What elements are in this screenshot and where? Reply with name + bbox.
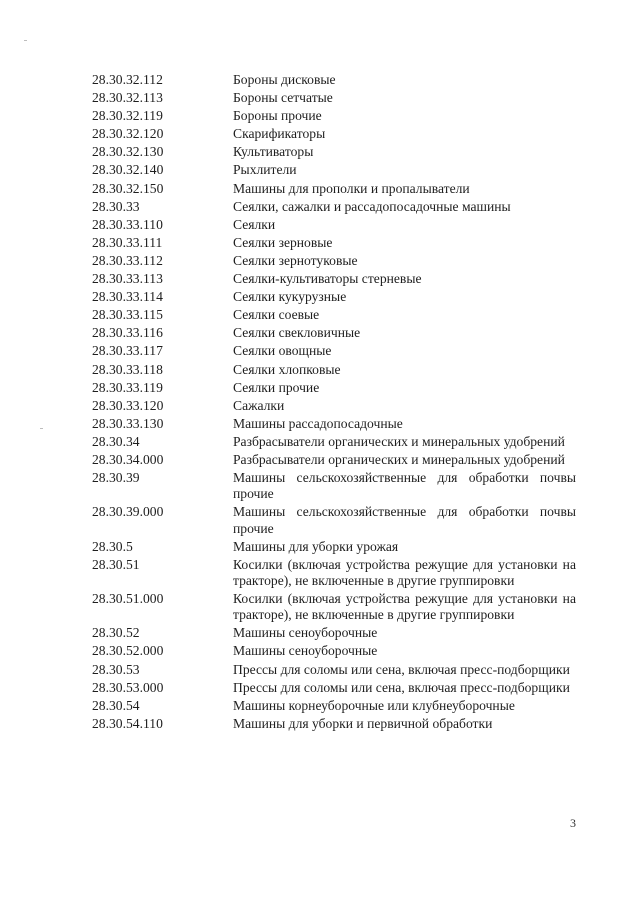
row-name: Прессы для соломы или сена, включая пресс-подборщики <box>233 679 570 695</box>
row-code: 28.30.51.000 <box>92 591 164 607</box>
row-code: 28.30.53.000 <box>92 679 164 695</box>
row-code: 28.30.39 <box>92 470 140 486</box>
row-code: 28.30.34.000 <box>92 451 164 467</box>
row-name: Машины для уборки и первичной обработки <box>233 715 493 731</box>
row-code: 28.30.32.119 <box>92 108 163 124</box>
row-name: Рыхлители <box>233 162 297 178</box>
row-name: Сеялки-культиваторы стерневые <box>233 271 422 287</box>
row-code: 28.30.33.111 <box>92 234 163 250</box>
row-code: 28.30.54 <box>92 697 140 713</box>
row-name: Культиваторы <box>233 144 314 160</box>
row-code: 28.30.54.110 <box>92 715 163 731</box>
row-name: Сажалки <box>233 397 285 413</box>
row-code: 28.30.34 <box>92 433 140 449</box>
row-name: Бороны прочие <box>233 108 322 124</box>
page-number: 3 <box>570 816 576 830</box>
row-name: Сеялки соевые <box>233 307 320 323</box>
row-name: Сеялки хлопковые <box>233 361 341 377</box>
row-name: Прессы для соломы или сена, включая пресс-подборщики <box>233 661 570 677</box>
row-name: Сеялки, сажалки и рассадопосадочные машины <box>233 198 511 214</box>
row-code: 28.30.32.130 <box>92 144 164 160</box>
row-code: 28.30.33.120 <box>92 397 164 413</box>
row-name: Сеялки овощные <box>233 343 332 359</box>
row-name: Машины сеноуборочные <box>233 625 378 641</box>
row-name: Машины сельскохозяйственные для обработки почвы прочие <box>233 470 576 502</box>
row-name: Бороны сетчатые <box>233 90 333 106</box>
row-code: 28.30.52 <box>92 625 140 641</box>
row-name: Машины для прополки и пропалыватели <box>233 180 470 196</box>
row-code: 28.30.33.116 <box>92 325 163 341</box>
scan-speck <box>24 40 27 41</box>
row-name: Машины рассадопосадочные <box>233 415 403 431</box>
row-code: 28.30.39.000 <box>92 504 164 520</box>
row-code: 28.30.33.119 <box>92 379 163 395</box>
row-name: Сеялки свекловичные <box>233 325 361 341</box>
row-code: 28.30.32.140 <box>92 162 164 178</box>
row-name: Бороны дисковые <box>233 72 336 87</box>
row-name: Машины сеноуборочные <box>233 643 378 659</box>
scan-speck <box>40 428 43 429</box>
row-code: 28.30.5 <box>92 538 133 554</box>
row-name: Косилки (включая устройства режущие для установки на тракторе), не включенные в другие группировки <box>233 591 576 623</box>
row-code: 28.30.33.118 <box>92 361 163 377</box>
row-code: 28.30.33.115 <box>92 307 163 323</box>
row-code: 28.30.32.112 <box>92 72 163 87</box>
row-code: 28.30.32.150 <box>92 180 164 196</box>
row-name: Разбрасыватели органических и минеральных удобрений <box>233 451 565 467</box>
row-name: Сеялки зернотуковые <box>233 252 358 268</box>
row-name: Скарификаторы <box>233 126 326 142</box>
row-name: Сеялки зерновые <box>233 234 333 250</box>
row-code: 28.30.33 <box>92 198 140 214</box>
row-name: Косилки (включая устройства режущие для установки на тракторе), не включенные в другие группировки <box>233 556 576 588</box>
row-name: Машины сельскохозяйственные для обработки почвы прочие <box>233 504 576 536</box>
row-code: 28.30.52.000 <box>92 643 164 659</box>
row-code: 28.30.32.113 <box>92 90 163 106</box>
row-code: 28.30.33.130 <box>92 415 164 431</box>
row-name: Разбрасыватели органических и минеральных удобрений <box>233 433 565 449</box>
row-name: Сеялки кукурузные <box>233 289 347 305</box>
row-code: 28.30.51 <box>92 556 140 572</box>
row-code: 28.30.32.120 <box>92 126 164 142</box>
row-name: Сеялки <box>233 216 276 232</box>
classifier-table <box>92 72 576 732</box>
row-code: 28.30.33.114 <box>92 289 163 305</box>
row-code: 28.30.33.113 <box>92 271 163 287</box>
row-name: Машины корнеуборочные или клубнеуборочные <box>233 697 515 713</box>
row-name: Машины для уборки урожая <box>233 538 399 554</box>
row-code: 28.30.53 <box>92 661 140 677</box>
row-name: Сеялки прочие <box>233 379 320 395</box>
row-code: 28.30.33.112 <box>92 252 163 268</box>
row-code: 28.30.33.117 <box>92 343 163 359</box>
row-code: 28.30.33.110 <box>92 216 163 232</box>
